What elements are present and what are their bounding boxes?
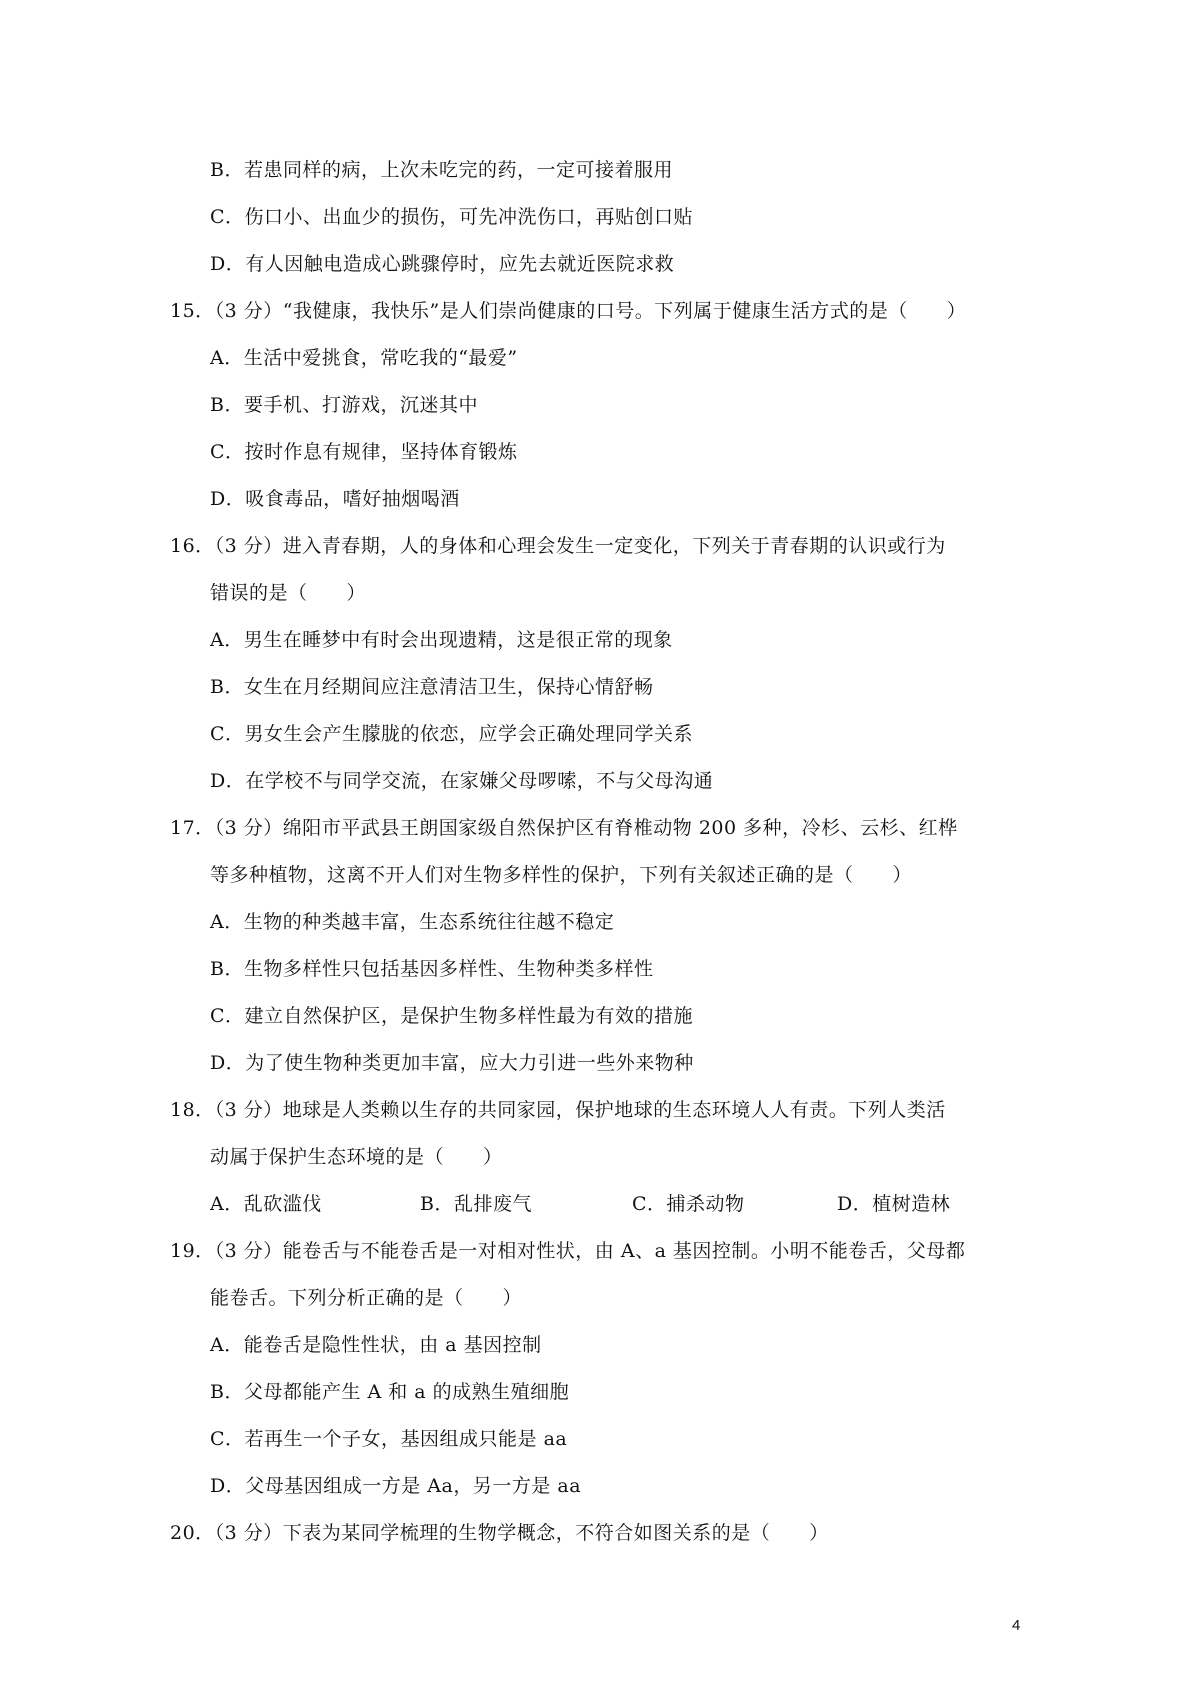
q17-option-b: B．生物多样性只包括基因多样性、生物种类多样性 xyxy=(210,958,654,980)
q18-option-d: D．植树造林 xyxy=(837,1193,951,1215)
q20-stem: 20．（3 分）下表为某同学梳理的生物学概念，不符合如图关系的是（ ） xyxy=(170,1522,829,1544)
q18-stem-line2: 动属于保护生态环境的是（ ） xyxy=(210,1146,503,1168)
q19-option-b: B．父母都能产生 A 和 a 的成熟生殖细胞 xyxy=(210,1381,570,1403)
q19-stem-line1: 19．（3 分）能卷舌与不能卷舌是一对相对性状，由 A、a 基因控制。小明不能卷舌，父母都 xyxy=(170,1240,966,1262)
q17-stem-line1: 17．（3 分）绵阳市平武县王朗国家级自然保护区有脊椎动物 200 多种，冷杉、云杉、红桦 xyxy=(170,817,958,839)
q16-stem-line2: 错误的是（ ） xyxy=(210,582,367,604)
q15-option-c: C．按时作息有规律，坚持体育锻炼 xyxy=(210,441,518,463)
q17-stem-line2: 等多种植物，这离不开人们对生物多样性的保护，下列有关叙述正确的是（ ） xyxy=(210,864,913,886)
page-number: 4 xyxy=(1012,1617,1021,1634)
q19-stem-line2: 能卷舌。下列分析正确的是（ ） xyxy=(210,1287,523,1309)
q15-option-b: B．要手机、打游戏，沉迷其中 xyxy=(210,394,478,416)
q18-option-c: C．捕杀动物 xyxy=(632,1193,745,1215)
q15-stem: 15．（3 分）“我健康，我快乐”是人们崇尚健康的口号。下列属于健康生活方式的是（ ） xyxy=(170,300,967,322)
q15-option-a: A．生活中爱挑食，常吃我的“最爱” xyxy=(210,347,518,369)
q17-option-a: A．生物的种类越丰富，生态系统往往越不稳定 xyxy=(210,911,615,933)
q18-option-a: A．乱砍滥伐 xyxy=(210,1193,322,1215)
q18-option-b: B．乱排废气 xyxy=(420,1193,532,1215)
q14-option-b: B．若患同样的病，上次未吃完的药，一定可接着服用 xyxy=(210,159,673,181)
q16-option-c: C．男女生会产生朦胧的依恋，应学会正确处理同学关系 xyxy=(210,723,694,745)
q19-option-d: D．父母基因组成一方是 Aa，另一方是 aa xyxy=(210,1475,582,1497)
q17-option-d: D．为了使生物种类更加丰富，应大力引进一些外来物种 xyxy=(210,1052,694,1074)
q16-option-a: A．男生在睡梦中有时会出现遗精，这是很正常的现象 xyxy=(210,629,673,651)
q18-stem-line1: 18．（3 分）地球是人类赖以生存的共同家园，保护地球的生态环境人人有责。下列人类活 xyxy=(170,1099,946,1121)
q19-option-a: A．能卷舌是隐性性状，由 a 基因控制 xyxy=(210,1334,542,1356)
q18-options-row xyxy=(210,1191,1030,1217)
q16-option-d: D．在学校不与同学交流，在家嫌父母啰嗦，不与父母沟通 xyxy=(210,770,714,792)
q14-option-c: C．伤口小、出血少的损伤，可先冲洗伤口，再贴创口贴 xyxy=(210,206,694,228)
q16-option-b: B．女生在月经期间应注意清洁卫生，保持心情舒畅 xyxy=(210,676,654,698)
q15-option-d: D．吸食毒品，嗜好抽烟喝酒 xyxy=(210,488,460,510)
q16-stem-line1: 16．（3 分）进入青春期，人的身体和心理会发生一定变化，下列关于青春期的认识或行为 xyxy=(170,535,946,557)
q19-option-c: C．若再生一个子女，基因组成只能是 aa xyxy=(210,1428,568,1450)
q17-option-c: C．建立自然保护区，是保护生物多样性最为有效的措施 xyxy=(210,1005,694,1027)
q14-option-d: D．有人因触电造成心跳骤停时，应先去就近医院求救 xyxy=(210,253,675,275)
